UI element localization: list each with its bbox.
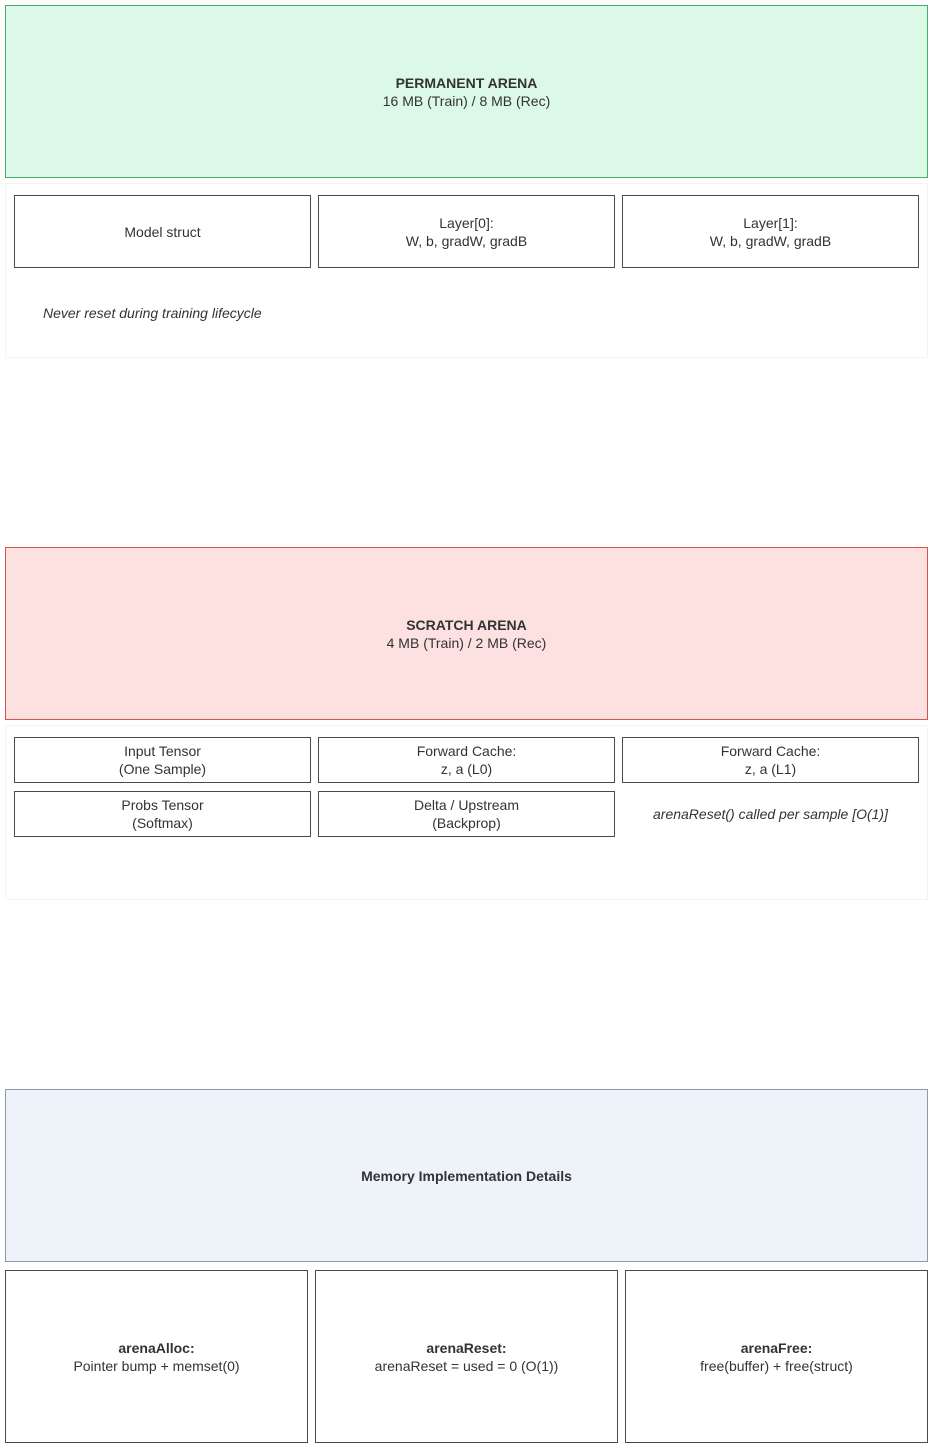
arena-alloc-text: Pointer bump + memset(0) <box>73 1357 240 1374</box>
delta-upstream-detail: (Backprop) <box>432 815 501 831</box>
implementation-title: Memory Implementation Details <box>361 1167 572 1184</box>
input-tensor-detail: (One Sample) <box>118 761 207 777</box>
permanent-arena-title: PERMANENT ARENA <box>395 74 538 91</box>
delta-upstream-block <box>318 791 615 837</box>
arena-alloc-block <box>5 1270 308 1443</box>
layer-1-label: Layer[1]: <box>743 214 798 231</box>
forward-cache-l1-detail: z, a (L1) <box>744 761 797 777</box>
arena-free-title: arenaFree: <box>740 1339 813 1356</box>
scratch-arena-note-box <box>622 791 919 837</box>
layer-0-block <box>318 195 615 268</box>
probs-tensor-block <box>14 791 311 837</box>
scratch-arena-title: SCRATCH ARENA <box>406 616 527 633</box>
model-struct-block <box>14 195 311 268</box>
layer-0-label: Layer[0]: <box>439 214 494 231</box>
model-struct-label: Model struct <box>124 223 201 240</box>
layer-1-block <box>622 195 919 268</box>
arena-reset-text: arenaReset = used = 0 (O(1)) <box>374 1357 559 1374</box>
arena-alloc-title: arenaAlloc: <box>118 1339 195 1356</box>
permanent-arena-header <box>5 5 928 178</box>
arena-reset-title: arenaReset: <box>426 1339 507 1356</box>
forward-cache-l0-block <box>318 737 615 783</box>
probs-tensor-detail: (Softmax) <box>132 815 193 831</box>
permanent-arena-size: 16 MB (Train) / 8 MB (Rec) <box>382 92 551 109</box>
forward-cache-l0-label: Forward Cache: <box>416 743 517 759</box>
arena-free-text: free(buffer) + free(struct) <box>700 1357 853 1374</box>
arena-free-block <box>625 1270 928 1443</box>
forward-cache-l0-detail: z, a (L0) <box>440 761 493 777</box>
scratch-arena-note: arenaReset() called per sample [O(1)] <box>653 806 888 822</box>
arena-reset-block <box>315 1270 618 1443</box>
forward-cache-l1-label: Forward Cache: <box>720 743 821 759</box>
layer-0-params: W, b, gradW, gradB <box>405 232 528 249</box>
forward-cache-l1-block <box>622 737 919 783</box>
permanent-arena-note: Never reset during training lifecycle <box>43 305 262 321</box>
input-tensor-block <box>14 737 311 783</box>
scratch-arena-header <box>5 547 928 720</box>
input-tensor-label: Input Tensor <box>124 743 201 759</box>
implementation-header <box>5 1089 928 1262</box>
layer-1-params: W, b, gradW, gradB <box>709 232 832 249</box>
delta-upstream-label: Delta / Upstream <box>413 797 520 813</box>
probs-tensor-label: Probs Tensor <box>121 797 204 813</box>
scratch-arena-size: 4 MB (Train) / 2 MB (Rec) <box>386 634 547 651</box>
